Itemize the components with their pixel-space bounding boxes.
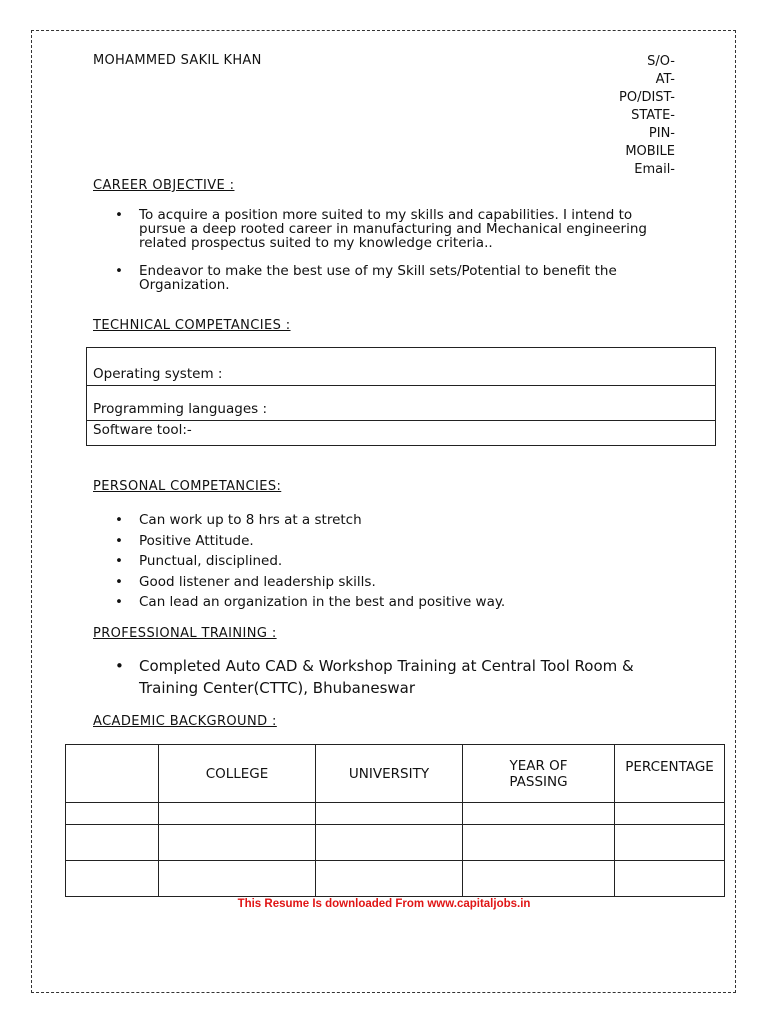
table-cell [316, 825, 463, 861]
training-list [112, 655, 657, 699]
contact-line: PIN- [648, 126, 675, 141]
list-item: • Punctual, disciplined. [112, 551, 674, 572]
personal-list [112, 510, 674, 613]
table-cell [615, 803, 725, 825]
list-item: • Good listener and leadership skills. [112, 572, 674, 593]
table-cell [66, 803, 159, 825]
contact-line: S/O- [647, 54, 675, 69]
technical-heading: TECHNICAL COMPETANCIES : [93, 318, 291, 333]
contact-line: PO/DIST- [619, 90, 675, 105]
career-objective-heading: CAREER OBJECTIVE : [93, 178, 235, 193]
row-divider [87, 420, 715, 421]
footer-download-notice: This Resume Is downloaded From www.capitaljobs.in [237, 898, 531, 910]
contact-line: Email- [634, 162, 675, 177]
technical-row-software: Software tool:- [93, 422, 192, 438]
table-cell [316, 861, 463, 897]
table-cell [159, 803, 316, 825]
academic-heading: ACADEMIC BACKGROUND : [93, 714, 277, 729]
table-cell [463, 803, 615, 825]
table-header-cell: UNIVERSITY [316, 745, 463, 803]
list-item: • Positive Attitude. [112, 531, 674, 552]
academic-table [65, 744, 725, 897]
candidate-name: MOHAMMED SAKIL KHAN [93, 53, 262, 68]
list-item: • Can lead an organization in the best and positive way. [112, 592, 674, 613]
table-header-cell: YEAR OF PASSING [463, 745, 615, 803]
contact-line: AT- [655, 72, 675, 87]
table-row [66, 825, 725, 861]
table-header-cell: PERCENTAGE [615, 745, 725, 803]
row-divider [87, 385, 715, 386]
table-row [66, 861, 725, 897]
table-cell [159, 861, 316, 897]
table-cell [615, 861, 725, 897]
table-row [66, 803, 725, 825]
table-header-cell: COLLEGE [159, 745, 316, 803]
technical-table [86, 347, 716, 446]
table-cell [615, 825, 725, 861]
contact-line: STATE- [631, 108, 675, 123]
table-cell [463, 861, 615, 897]
contact-block [515, 53, 675, 179]
table-cell [316, 803, 463, 825]
table-cell [66, 825, 159, 861]
technical-row-programming: Programming languages : [93, 401, 268, 417]
list-item: • Completed Auto CAD & Workshop Training at Central Tool Room & Training Center(CTTC), Bhubaneswar [112, 655, 657, 699]
technical-row-operating-system: Operating system : [93, 366, 223, 382]
table-header-row [66, 745, 725, 803]
list-item: • Endeavor to make the best use of my Skill sets/Potential to benefit the Organization. [112, 264, 674, 292]
list-item: • Can work up to 8 hrs at a stretch [112, 510, 674, 531]
contact-line: MOBILE [625, 144, 675, 159]
table-cell [66, 861, 159, 897]
personal-heading: PERSONAL COMPETANCIES: [93, 479, 282, 494]
training-heading: PROFESSIONAL TRAINING : [93, 626, 277, 641]
table-header-cell [66, 745, 159, 803]
career-objective-list [112, 208, 674, 292]
table-cell [159, 825, 316, 861]
list-item: • To acquire a position more suited to my skills and capabilities. I intend to pursue a deep rooted career in manufacturing and Mechanical engineering related prospectus suited to my knowledge criteria.. [112, 208, 674, 250]
table-cell [463, 825, 615, 861]
